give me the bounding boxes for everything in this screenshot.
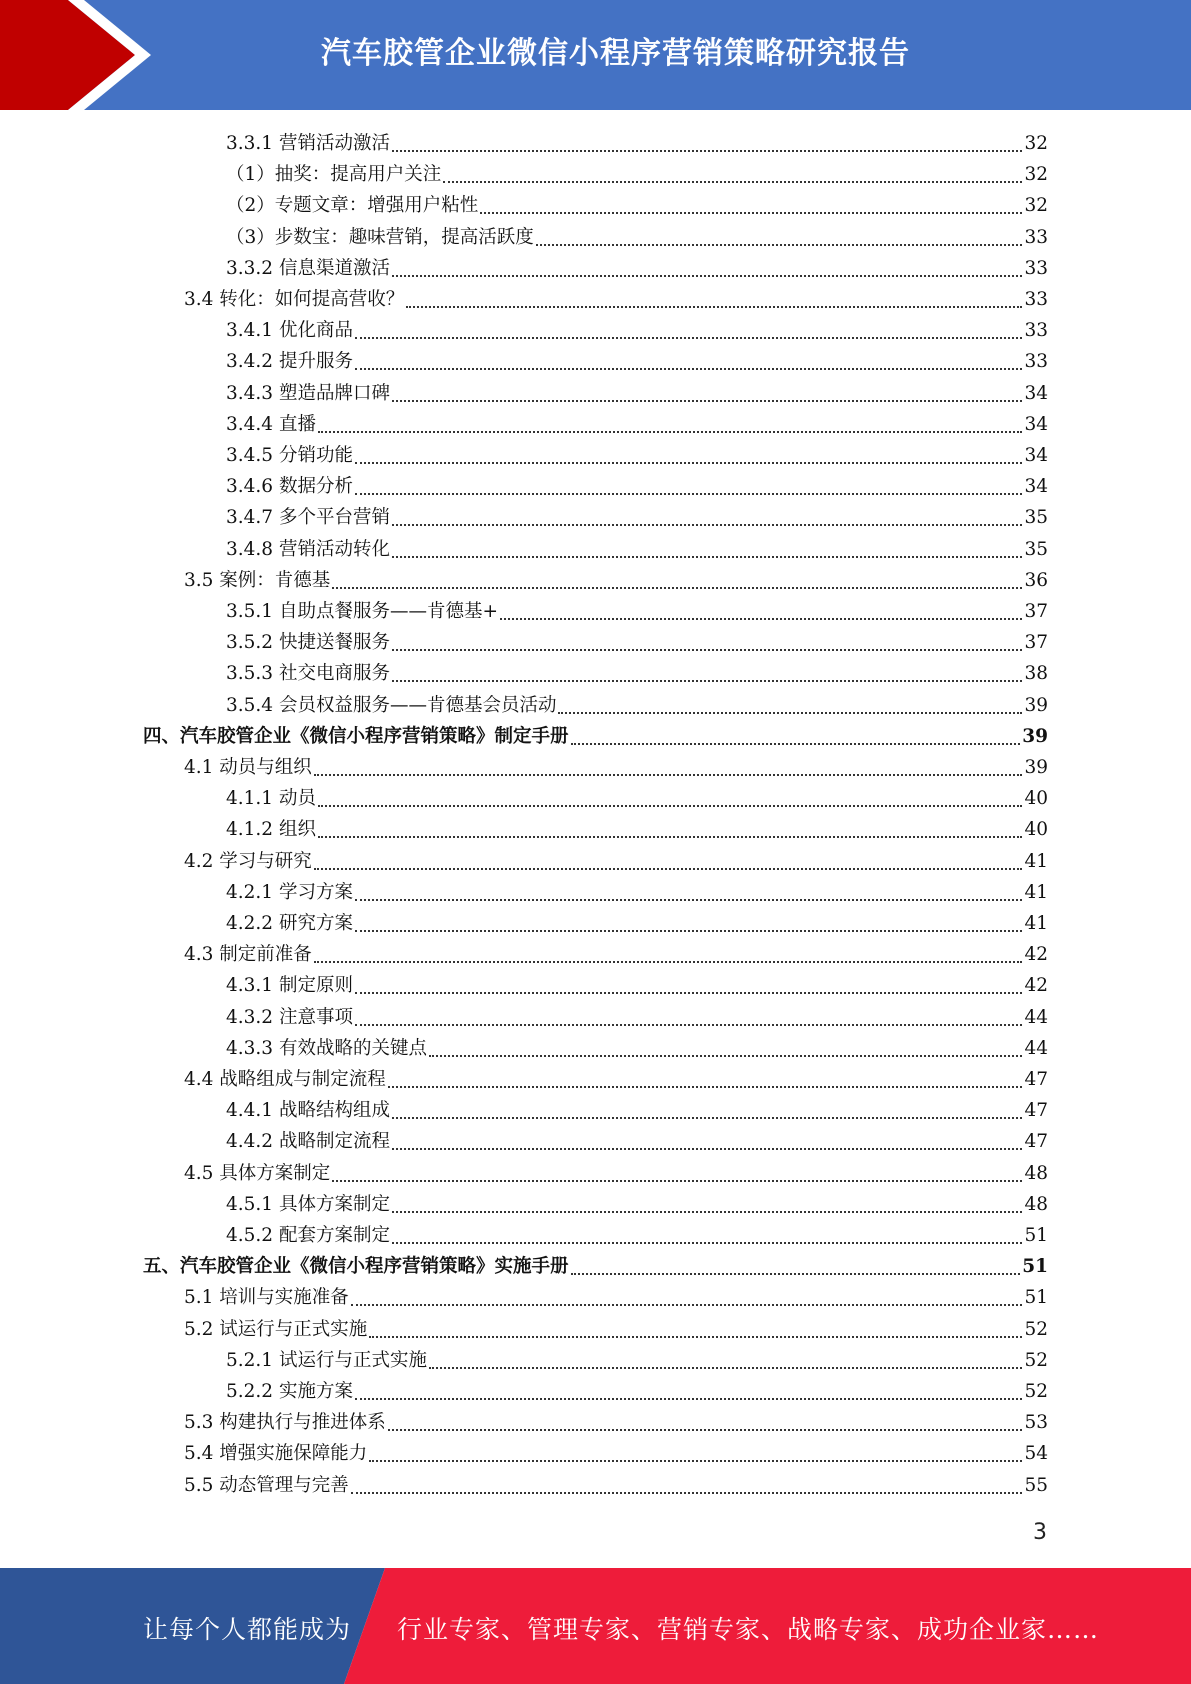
toc-leader-dots (558, 712, 1022, 714)
toc-entry[interactable] (226, 877, 1048, 908)
toc-entry-title: 4.3.2 注意事项 (226, 1007, 353, 1028)
toc-entry-page: 47 (1024, 1100, 1048, 1121)
toc-entry-page: 51 (1024, 1225, 1048, 1246)
footer-slogan: 让每个人都能成为 (143, 1615, 352, 1644)
toc-entry[interactable] (184, 1282, 1048, 1313)
toc-entry-page: 39 (1022, 726, 1048, 747)
header-title: 汽车胶管企业微信小程序营销策略研究报告 (321, 36, 910, 71)
toc-entry-title: 5.2.1 试运行与正式实施 (226, 1350, 427, 1371)
toc-entry-title: 3.3.1 营销活动激活 (226, 133, 390, 154)
toc-entry-title: 4.2.1 学习方案 (226, 882, 353, 903)
toc-entry-title: 3.5.4 会员权益服务——肯德基会员活动 (226, 695, 557, 716)
toc-entry-page: 44 (1024, 1038, 1048, 1059)
toc-entry[interactable] (184, 939, 1048, 970)
toc-entry-title: 4.2.2 研究方案 (226, 913, 353, 934)
toc-leader-dots (355, 337, 1023, 339)
toc-leader-dots (351, 1304, 1023, 1306)
toc-entry-title: 4.3.1 制定原则 (226, 975, 353, 996)
toc-entry-title: 3.3.2 信息渠道激活 (226, 258, 390, 279)
toc-entry-page: 44 (1024, 1007, 1048, 1028)
toc-leader-dots (480, 212, 1022, 214)
toc-entry-page: 52 (1024, 1350, 1048, 1371)
toc-entry-title: 4.5.2 配套方案制定 (226, 1225, 390, 1246)
toc-leader-dots (355, 1398, 1023, 1400)
toc-leader-dots (355, 930, 1023, 932)
toc-entry-title: （2）专题文章：增强用户粘性 (226, 195, 479, 216)
toc-leader-dots (388, 1086, 1023, 1088)
toc-entry-title: （1）抽奖：提高用户关注 (226, 164, 442, 185)
toc-leader-dots (392, 524, 1022, 526)
toc-entry-title: 4.5.1 具体方案制定 (226, 1194, 390, 1215)
toc-entry-page: 34 (1024, 414, 1048, 435)
toc-leader-dots (429, 1055, 1022, 1057)
toc-entry-title: 3.5.1 自助点餐服务——肯德基+ (226, 601, 498, 622)
toc-entry[interactable] (184, 1438, 1048, 1469)
toc-entry-page: 32 (1024, 195, 1048, 216)
toc-entry-page: 37 (1024, 632, 1048, 653)
toc-entry[interactable] (184, 1064, 1048, 1095)
toc-entry[interactable] (226, 471, 1048, 502)
toc-entry-title: （3）步数宝：趣味营销，提高活跃度 (226, 227, 534, 248)
toc-entry-page: 34 (1024, 476, 1048, 497)
toc-entry-title: 3.4.6 数据分析 (226, 476, 353, 497)
toc-leader-dots (392, 400, 1022, 402)
toc-leader-dots (314, 961, 1023, 963)
toc-entry-page: 34 (1024, 383, 1048, 404)
toc-entry-title: 3.4.5 分销功能 (226, 445, 353, 466)
toc-entry-page: 52 (1024, 1381, 1048, 1402)
toc-entry[interactable] (143, 721, 1048, 752)
toc-entry-title: 3.5 案例：肯德基 (184, 570, 331, 591)
toc-leader-dots (355, 493, 1023, 495)
toc-entry-page: 33 (1024, 227, 1048, 248)
toc-entry[interactable] (184, 846, 1048, 877)
toc-entry-page: 34 (1024, 445, 1048, 466)
toc-entry[interactable] (184, 565, 1048, 596)
toc-entry-page: 37 (1024, 601, 1048, 622)
page-number: 3 (1033, 1520, 1047, 1545)
toc-leader-dots (392, 1117, 1022, 1119)
toc-leader-dots (355, 462, 1023, 464)
toc-entry-title: 5.2 试运行与正式实施 (184, 1319, 368, 1340)
toc-leader-dots (318, 431, 1023, 433)
toc-entry-page: 52 (1024, 1319, 1048, 1340)
toc-entry-title: 3.4.8 营销活动转化 (226, 539, 390, 560)
toc-leader-dots (392, 649, 1022, 651)
toc-entry-page: 55 (1024, 1475, 1048, 1496)
toc-entry[interactable] (226, 908, 1048, 939)
toc-entry-title: 4.4 战略组成与制定流程 (184, 1069, 386, 1090)
toc-entry-title: 3.4.2 提升服务 (226, 351, 353, 372)
toc-entry-title: 3.4.1 优化商品 (226, 320, 353, 341)
toc-entry-page: 48 (1024, 1194, 1048, 1215)
toc-entry[interactable] (184, 1470, 1048, 1501)
toc-entry[interactable] (226, 814, 1048, 845)
toc-entry-page: 39 (1024, 757, 1048, 778)
toc-entry-page: 33 (1024, 258, 1048, 279)
toc-entry-page: 33 (1024, 320, 1048, 341)
toc-entry-page: 38 (1024, 663, 1048, 684)
toc-entry[interactable] (226, 315, 1048, 346)
toc-entry-page: 54 (1024, 1443, 1048, 1464)
toc-entry-title: 3.5.2 快捷送餐服务 (226, 632, 390, 653)
toc-entry[interactable] (184, 752, 1048, 783)
toc-entry[interactable] (226, 378, 1048, 409)
toc-entry[interactable] (184, 1158, 1048, 1189)
toc-entry[interactable] (226, 1189, 1048, 1220)
toc-entry[interactable] (226, 159, 1048, 190)
toc-entry-title: 5.3 构建执行与推进体系 (184, 1412, 386, 1433)
toc-entry[interactable] (226, 190, 1048, 221)
toc-leader-dots (355, 1024, 1023, 1026)
toc-leader-dots (355, 368, 1023, 370)
toc-entry[interactable] (226, 658, 1048, 689)
toc-entry[interactable] (226, 1095, 1048, 1126)
footer-tagline: 行业专家、管理专家、营销专家、战略专家、成功企业家…… (397, 1615, 1100, 1644)
toc-entry[interactable] (226, 502, 1048, 533)
toc-entry-page: 41 (1024, 851, 1048, 872)
toc-entry-page: 42 (1024, 944, 1048, 965)
toc-entry-page: 39 (1024, 695, 1048, 716)
toc-leader-dots (318, 836, 1023, 838)
toc-leader-dots (571, 743, 1021, 745)
toc-leader-dots (369, 1336, 1022, 1338)
toc-leader-dots (355, 899, 1023, 901)
toc-entry-page: 51 (1024, 1287, 1048, 1308)
toc-leader-dots (571, 1273, 1021, 1275)
page-header (0, 0, 1191, 110)
toc-leader-dots (392, 1242, 1022, 1244)
toc-entry-title: 4.4.1 战略结构组成 (226, 1100, 390, 1121)
toc-entry-page: 32 (1024, 164, 1048, 185)
toc-leader-dots (392, 275, 1022, 277)
toc-entry-title: 4.2 学习与研究 (184, 851, 312, 872)
toc-leader-dots (429, 1367, 1022, 1369)
toc-entry-title: 五、汽车胶管企业《微信小程序营销策略》实施手册 (143, 1256, 569, 1277)
toc-entry[interactable] (226, 1220, 1048, 1251)
toc-entry[interactable] (226, 1002, 1048, 1033)
toc-entry[interactable] (226, 128, 1048, 159)
toc-entry-page: 51 (1022, 1256, 1048, 1277)
toc-leader-dots (355, 992, 1023, 994)
toc-entry-title: 5.5 动态管理与完善 (184, 1475, 349, 1496)
toc-entry-title: 3.5.3 社交电商服务 (226, 663, 390, 684)
toc-entry-title: 4.1.2 组织 (226, 819, 316, 840)
toc-entry-title: 四、汽车胶管企业《微信小程序营销策略》制定手册 (143, 726, 569, 747)
toc-entry[interactable] (226, 222, 1048, 253)
toc-leader-dots (392, 1211, 1022, 1213)
toc-leader-dots (388, 1429, 1023, 1431)
toc-entry[interactable] (226, 596, 1048, 627)
toc-entry-page: 41 (1024, 913, 1048, 934)
toc-entry-page: 41 (1024, 882, 1048, 903)
toc-entry[interactable] (226, 440, 1048, 471)
toc-entry[interactable] (184, 1407, 1048, 1438)
toc-entry-title: 4.3.3 有效战略的关键点 (226, 1038, 427, 1059)
toc-leader-dots (351, 1492, 1023, 1494)
toc-entry-page: 35 (1024, 507, 1048, 528)
toc-entry[interactable] (226, 1126, 1048, 1157)
toc-entry[interactable] (226, 534, 1048, 565)
toc-entry-title: 3.4.7 多个平台营销 (226, 507, 390, 528)
toc-entry[interactable] (226, 346, 1048, 377)
toc-leader-dots (392, 1148, 1022, 1150)
toc-leader-dots (392, 556, 1022, 558)
toc-entry[interactable] (226, 783, 1048, 814)
toc-leader-dots (443, 181, 1022, 183)
toc-entry-title: 4.1 动员与组织 (184, 757, 312, 778)
toc-entry-page: 33 (1024, 351, 1048, 372)
toc-entry-page: 47 (1024, 1069, 1048, 1090)
toc-leader-dots (406, 306, 1022, 308)
toc-leader-dots (536, 244, 1023, 246)
toc-entry[interactable] (226, 253, 1048, 284)
toc-entry[interactable] (143, 1251, 1048, 1282)
toc-leader-dots (392, 150, 1022, 152)
toc-entry-title: 3.4.3 塑造品牌口碑 (226, 383, 390, 404)
toc-leader-dots (314, 868, 1023, 870)
toc-entry[interactable] (226, 1033, 1048, 1064)
toc-entry-title: 5.4 增强实施保障能力 (184, 1443, 368, 1464)
toc-entry-page: 42 (1024, 975, 1048, 996)
toc-leader-dots (332, 587, 1022, 589)
toc-entry[interactable] (226, 970, 1048, 1001)
toc-entry[interactable] (226, 627, 1048, 658)
toc-leader-dots (332, 1180, 1022, 1182)
toc-leader-dots (392, 680, 1022, 682)
toc-entry[interactable] (226, 1345, 1048, 1376)
toc-leader-dots (318, 805, 1023, 807)
toc-entry-title: 4.3 制定前准备 (184, 944, 312, 965)
toc-entry-page: 40 (1024, 788, 1048, 809)
toc-leader-dots (500, 618, 1022, 620)
toc-entry-title: 5.2.2 实施方案 (226, 1381, 353, 1402)
toc-entry-page: 53 (1024, 1412, 1048, 1433)
toc-entry-title: 4.4.2 战略制定流程 (226, 1131, 390, 1152)
toc-entry[interactable] (226, 1376, 1048, 1407)
toc-entry-title: 4.5 具体方案制定 (184, 1163, 331, 1184)
toc-entry-page: 35 (1024, 539, 1048, 560)
toc-entry[interactable] (184, 1314, 1048, 1345)
toc-entry[interactable] (184, 284, 1048, 315)
toc-entry-page: 40 (1024, 819, 1048, 840)
toc-entry-page: 47 (1024, 1131, 1048, 1152)
toc-entry-page: 33 (1024, 289, 1048, 310)
toc-entry-title: 3.4.4 直播 (226, 414, 316, 435)
toc-entry-page: 32 (1024, 133, 1048, 154)
toc-entry-title: 5.1 培训与实施准备 (184, 1287, 349, 1308)
toc-entry-title: 4.1.1 动员 (226, 788, 316, 809)
toc-entry-title: 3.4 转化：如何提高营收？ (184, 289, 405, 310)
toc-entry-page: 36 (1024, 570, 1048, 591)
toc-leader-dots (314, 774, 1023, 776)
page-footer (0, 1568, 1191, 1684)
toc-leader-dots (369, 1460, 1022, 1462)
toc-entry[interactable] (226, 409, 1048, 440)
toc-entry[interactable] (226, 690, 1048, 721)
toc-entry-page: 48 (1024, 1163, 1048, 1184)
